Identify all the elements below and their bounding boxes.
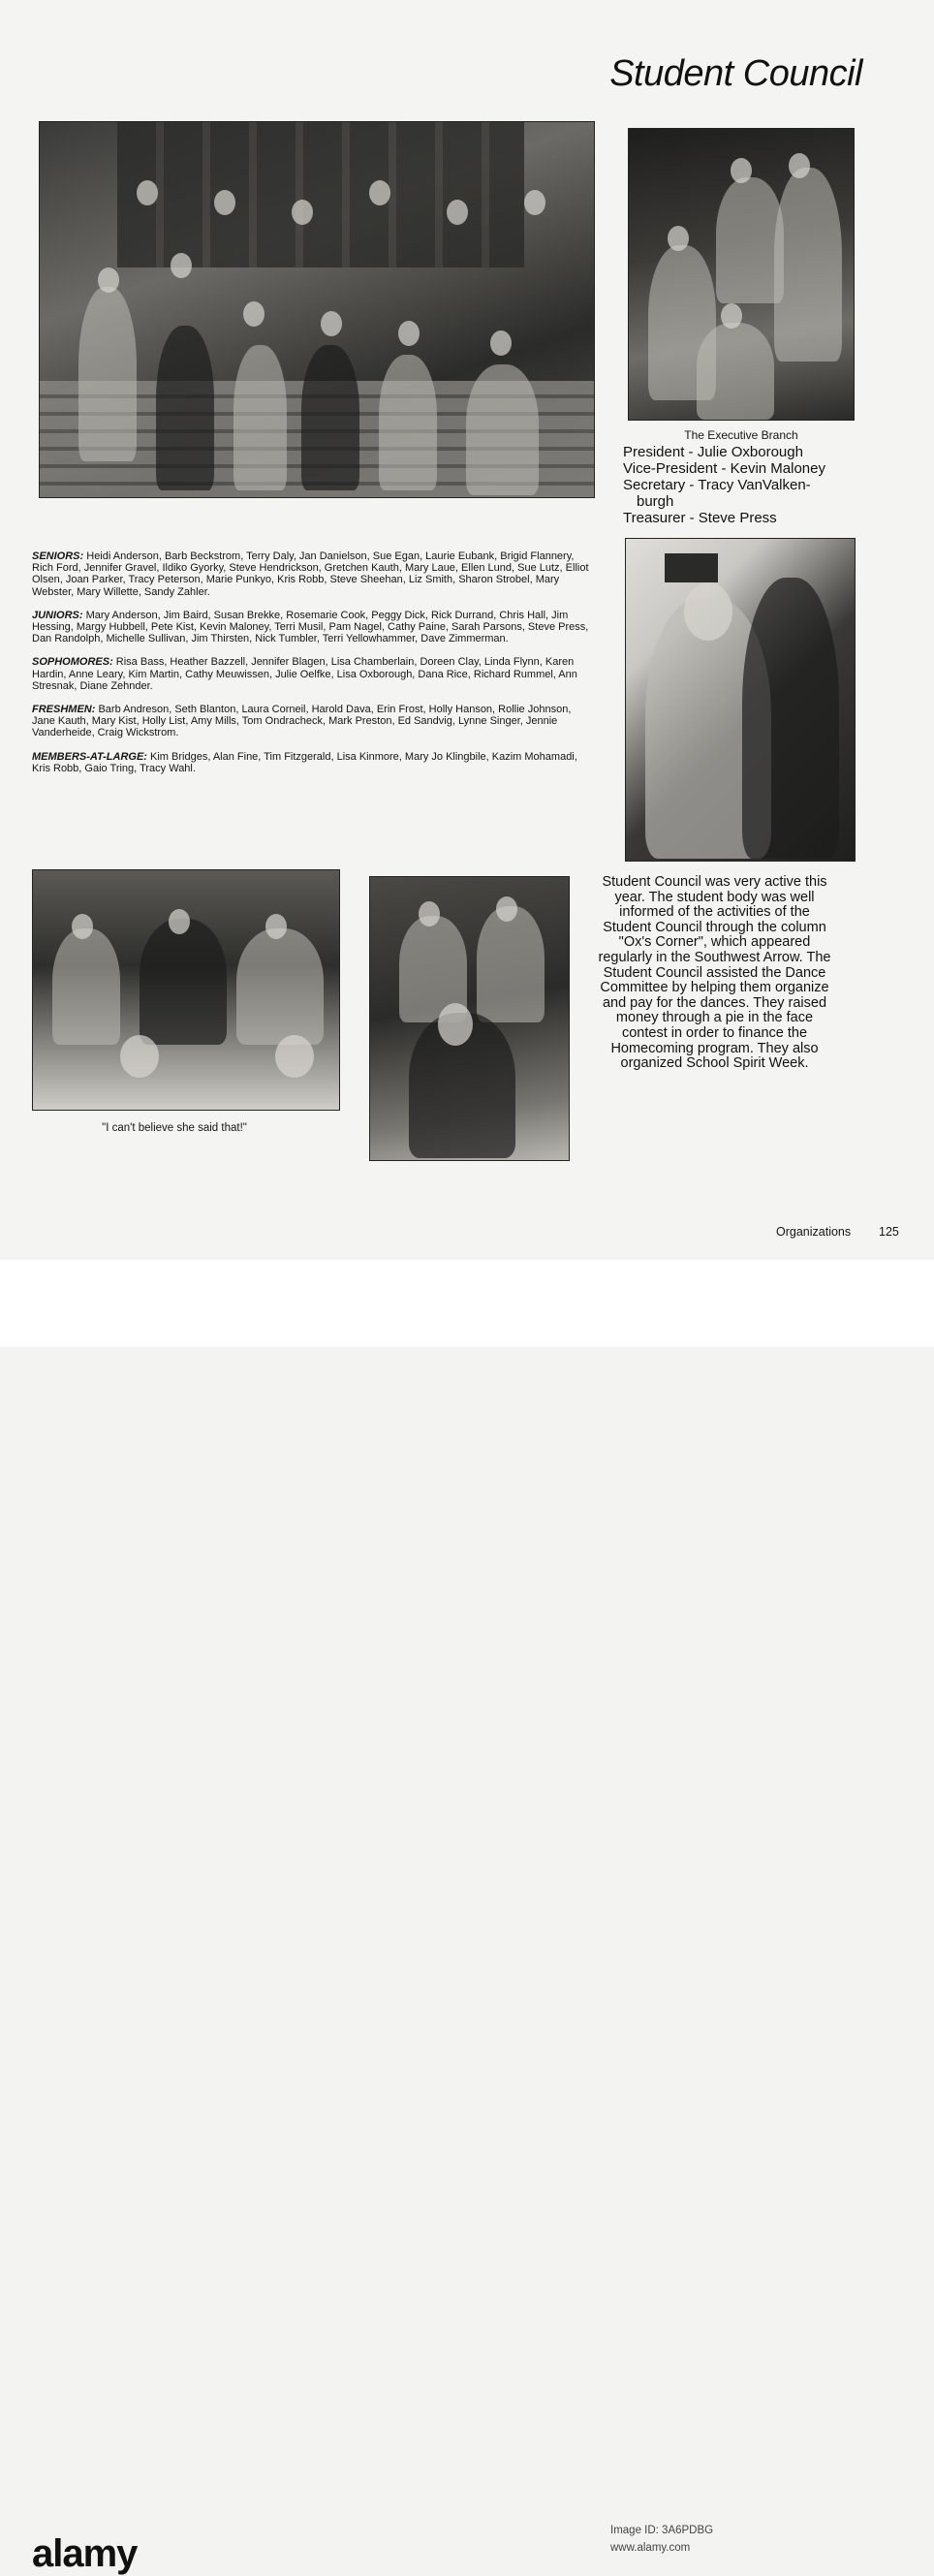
face: [265, 914, 287, 939]
face: [684, 582, 732, 641]
roster-label: FRESHMEN:: [32, 704, 96, 716]
executive-president: President - Julie Oxborough: [623, 444, 803, 460]
roster-names: Barb Andreson, Seth Blanton, Laura Corneil, Harold Dava, Erin Frost, Holly Hanson, Rollie Johnson, Jane Kauth, Mary Kist, Holly List, Amy Mills, Tom Ondracheck, Mark Preston, Ed Sandvig, Lynne Singer, Jennie Vanderheide, Craig Wickstrom.: [32, 704, 572, 739]
roster-freshmen: [32, 704, 594, 739]
alamy-logo: alamy: [32, 2532, 138, 2575]
roster-sophomores: [32, 656, 594, 692]
face: [447, 200, 468, 225]
face: [419, 901, 440, 927]
meeting-photo: [625, 538, 856, 862]
face: [120, 1035, 159, 1078]
council-description: Student Council was very active this year. The student body was well informed of the activities of the Student Council through the column "Ox's Corner", which appeared regularly in the Southwest Arrow. The Student Council assisted the Dance Committee by helping them organize and pay for the dances. They raised money through a pie in the face contest in order to finance the Homecoming program. They also organized School Spirit Week.: [598, 874, 831, 1072]
footer-section-label: Organizations: [776, 1225, 852, 1239]
photo-caption: "I can't believe she said that!": [102, 1122, 247, 1134]
building-doorway: [117, 122, 524, 267]
face: [98, 267, 119, 293]
face: [438, 1003, 473, 1046]
page-title: Student Council: [609, 53, 862, 94]
student-figure: [140, 919, 227, 1045]
executive-photo: [628, 128, 855, 421]
student-figure: [477, 906, 545, 1022]
smoking-sign: [665, 553, 718, 582]
face: [275, 1035, 314, 1078]
classroom-photo-left: [32, 869, 340, 1111]
student-figure: [466, 364, 539, 495]
site-url: www.alamy.com: [610, 2542, 691, 2554]
roster-seniors: [32, 550, 594, 598]
roster-label: SOPHOMORES:: [32, 656, 113, 669]
face: [169, 909, 190, 934]
student-figure: [234, 345, 287, 490]
face: [369, 180, 390, 205]
student-figure: [697, 323, 774, 420]
roster-label: SENIORS:: [32, 550, 84, 562]
roster-names: Kim Bridges, Alan Fine, Tim Fitzgerald, Lisa Kinmore, Mary Jo Klingbile, Kazim Mohamadi, Kris Robb, Gaio Tring, Tracy Wahl.: [32, 750, 577, 774]
face: [398, 321, 420, 346]
student-figure: [742, 578, 839, 859]
executive-heading: The Executive Branch: [684, 428, 798, 442]
student-figure: [774, 168, 842, 361]
executive-treasurer: Treasurer - Steve Press: [623, 510, 777, 526]
watermark-bar: [0, 1260, 934, 2575]
roster-names: Mary Anderson, Jim Baird, Susan Brekke, Rosemarie Cook, Peggy Dick, Rick Durrand, Chris Hall, Jim Hessing, Margy Hubbell, Pete Kist, Kevin Maloney, Terri Musil, Pam Nagel, Cathy Paine, Sarah Parsons, Steve Press, Dan Randolph, Michelle Sullivan, Jim Thirsten, Nick Tumbler, Terri Yellowhammer, Dave Zimmerman.: [32, 609, 589, 645]
watermark-info: [610, 2522, 911, 2557]
executive-secretary-cont: burgh: [637, 493, 674, 510]
face: [496, 896, 517, 922]
student-figure: [379, 355, 437, 490]
roster-names: Heidi Anderson, Barb Beckstrom, Terry Daly, Jan Danielson, Sue Egan, Laurie Eubank, Brigid Flannery, Rich Ford, Jennifer Gravel, Ildiko Gyorky, Steve Hendrickson, Gretchen Kauth, Mary Laue, Ellen Lund, Sue Lutz, Elliot Olsen, Joan Parker, Tracy Peterson, Marie Punkyo, Kris Robb, Steve Sheehan, Liz Smith, Sharon Strobel, Mary Webster, Mary Willette, Sandy Zahler.: [32, 550, 589, 598]
yearbook-page: [0, 0, 934, 1260]
student-figure: [236, 928, 324, 1045]
face: [171, 253, 192, 278]
face: [137, 180, 158, 205]
face: [72, 914, 93, 939]
student-figure: [301, 345, 359, 490]
face: [668, 226, 689, 251]
face: [490, 330, 512, 356]
roster-names: Risa Bass, Heather Bazzell, Jennifer Blagen, Lisa Chamberlain, Doreen Clay, Linda Flynn, Karen Hardin, Anne Leary, Kim Martin, Cathy Meuwissen, Julie Oelfke, Lisa Oxborough, Dana Rice, Richard Rummel, Ann Stresnak, Diane Zehnder.: [32, 656, 577, 692]
face: [292, 200, 313, 225]
student-figure: [52, 928, 120, 1045]
face: [731, 158, 752, 183]
roster-label: JUNIORS:: [32, 609, 83, 621]
group-photo: [39, 121, 595, 498]
roster-juniors: [32, 610, 594, 645]
face: [721, 303, 742, 329]
roster-members-at-large: [32, 751, 594, 774]
page-number: 125: [879, 1225, 899, 1239]
face: [789, 153, 810, 178]
face: [524, 190, 545, 215]
face: [214, 190, 235, 215]
classroom-photo-right: [369, 876, 570, 1161]
executive-vice-president: Vice-President - Kevin Maloney: [623, 460, 825, 477]
face: [321, 311, 342, 336]
image-id: Image ID: 3A6PDBG: [610, 2525, 714, 2536]
roster-label: MEMBERS-AT-LARGE:: [32, 750, 147, 763]
student-figure: [156, 326, 214, 490]
roster-list: [32, 550, 594, 786]
student-figure: [78, 287, 137, 461]
face: [243, 301, 265, 327]
executive-secretary: Secretary - Tracy VanValken-: [623, 477, 811, 493]
